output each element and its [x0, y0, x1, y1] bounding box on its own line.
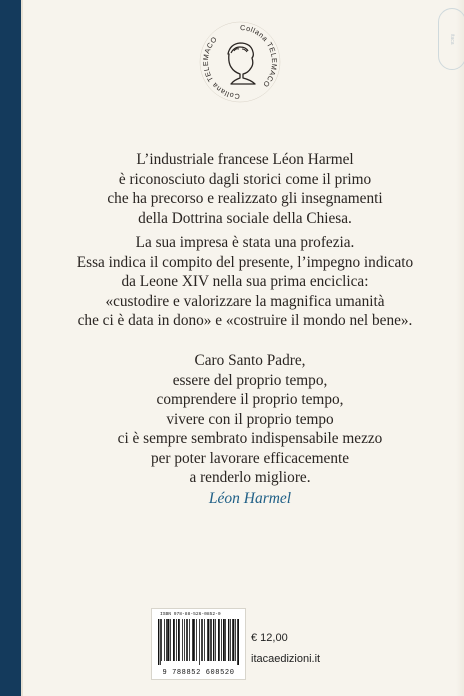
- mission-line: La sua impresa è stata una profezia.: [135, 234, 355, 251]
- barcode-bar: [204, 619, 205, 661]
- side-stamp: itaca: [438, 8, 464, 70]
- barcode-bar: [174, 619, 175, 661]
- barcode-bar: [182, 619, 183, 661]
- intro-line: L’industriale francese Léon Harmel: [136, 151, 354, 168]
- barcode-bar: [161, 619, 162, 661]
- quote-line: essere del proprio tempo,: [172, 371, 328, 389]
- barcode-bar: [179, 619, 180, 661]
- barcode-bar: [233, 619, 234, 661]
- quote-line: per poter lavorare efficacemente: [150, 449, 350, 467]
- barcode-bar: [210, 619, 211, 661]
- barcode-number: 9 788852 608520: [162, 669, 235, 677]
- telemaco-portrait-emblem-icon: [198, 20, 282, 104]
- quote-line: ci è sempre sembrato indispensabile mezzo: [117, 430, 383, 447]
- barcode-bar: [237, 619, 238, 665]
- barcode-bar: [213, 619, 214, 661]
- collana-telemaco-logo: [198, 20, 282, 104]
- barcode-bar: [208, 619, 209, 661]
- quote-signature: Léon Harmel: [208, 490, 292, 507]
- barcode-bar: [194, 619, 195, 661]
- barcode-bar: [170, 619, 171, 661]
- barcode-bar: [167, 619, 168, 661]
- barcode-bar: [187, 619, 188, 661]
- cover-edge: [456, 0, 464, 696]
- mission-line: che ci è data in dono» e «costruire il mondo nel bene».: [77, 312, 413, 329]
- barcode-bar: [166, 619, 167, 661]
- barcode-bar: [235, 619, 236, 661]
- barcode-bar: [199, 619, 200, 665]
- barcode-bar: [225, 619, 226, 661]
- intro-line: della Dottrina sociale della Chiesa.: [138, 209, 352, 227]
- spine-edge: [21, 0, 23, 696]
- intro-line: che ha precorso e realizzato gli insegnamenti: [107, 190, 383, 207]
- barcode-bar: [232, 619, 233, 661]
- barcode-bar: [219, 619, 220, 661]
- quote-line: a renderlo migliore.: [189, 469, 311, 486]
- barcode-bar: [238, 619, 239, 665]
- quote-line: comprendere il proprio tempo,: [156, 391, 344, 408]
- price: € 12,00: [251, 632, 288, 644]
- portrait-head: [228, 43, 255, 84]
- barcode-bar: [201, 619, 202, 661]
- mission-line: da Leone XIV nella sua prima enciclica:: [121, 273, 369, 290]
- barcode-bar: [160, 619, 161, 665]
- barcode: [151, 608, 246, 680]
- mission-paragraph: [30, 233, 460, 331]
- svg-text:Collana TELEMACO: [240, 23, 279, 90]
- quote-line: vivere con il proprio tempo: [166, 410, 334, 428]
- barcode-bar: [215, 619, 216, 661]
- barcode-bar: [158, 619, 159, 665]
- quote-block: [40, 351, 460, 488]
- barcode-bar: [186, 619, 187, 661]
- barcode-bar: [189, 619, 190, 661]
- quote-line: Caro Santo Padre,: [194, 352, 306, 369]
- collana-text-bottom: Collana TELEMACO: [200, 34, 241, 102]
- barcode-bar: [211, 619, 212, 661]
- barcode-bars-graphic: [158, 619, 239, 665]
- barcode-bar: [168, 619, 169, 661]
- barcode-bar: [228, 619, 229, 661]
- collana-text-top: Collana TELEMACO: [239, 22, 280, 90]
- barcode-bar: [224, 619, 225, 661]
- barcode-bar: [230, 619, 231, 661]
- isbn-text: ISBN 978-88-526-0852-0: [160, 612, 221, 617]
- barcode-bar: [184, 619, 185, 661]
- mission-line: «custodire e valorizzare la magnifica umanità: [105, 292, 385, 310]
- barcode-bar: [207, 619, 208, 661]
- barcode-bar: [164, 619, 165, 661]
- barcode-bar: [202, 619, 203, 661]
- mission-line: Essa indica il compito del presente, l’impegno indicato: [76, 253, 414, 271]
- barcode-bars: [158, 619, 239, 665]
- barcode-bar: [176, 619, 177, 661]
- intro-line: è riconosciuto dagli storici come il primo: [118, 170, 372, 188]
- book-spine: [0, 0, 21, 696]
- barcode-bar: [192, 619, 193, 661]
- intro-paragraph: [30, 150, 460, 228]
- barcode-bar: [221, 619, 222, 661]
- publisher-website[interactable]: itacaedizioni.it: [251, 653, 321, 665]
- barcode-bar: [196, 619, 197, 661]
